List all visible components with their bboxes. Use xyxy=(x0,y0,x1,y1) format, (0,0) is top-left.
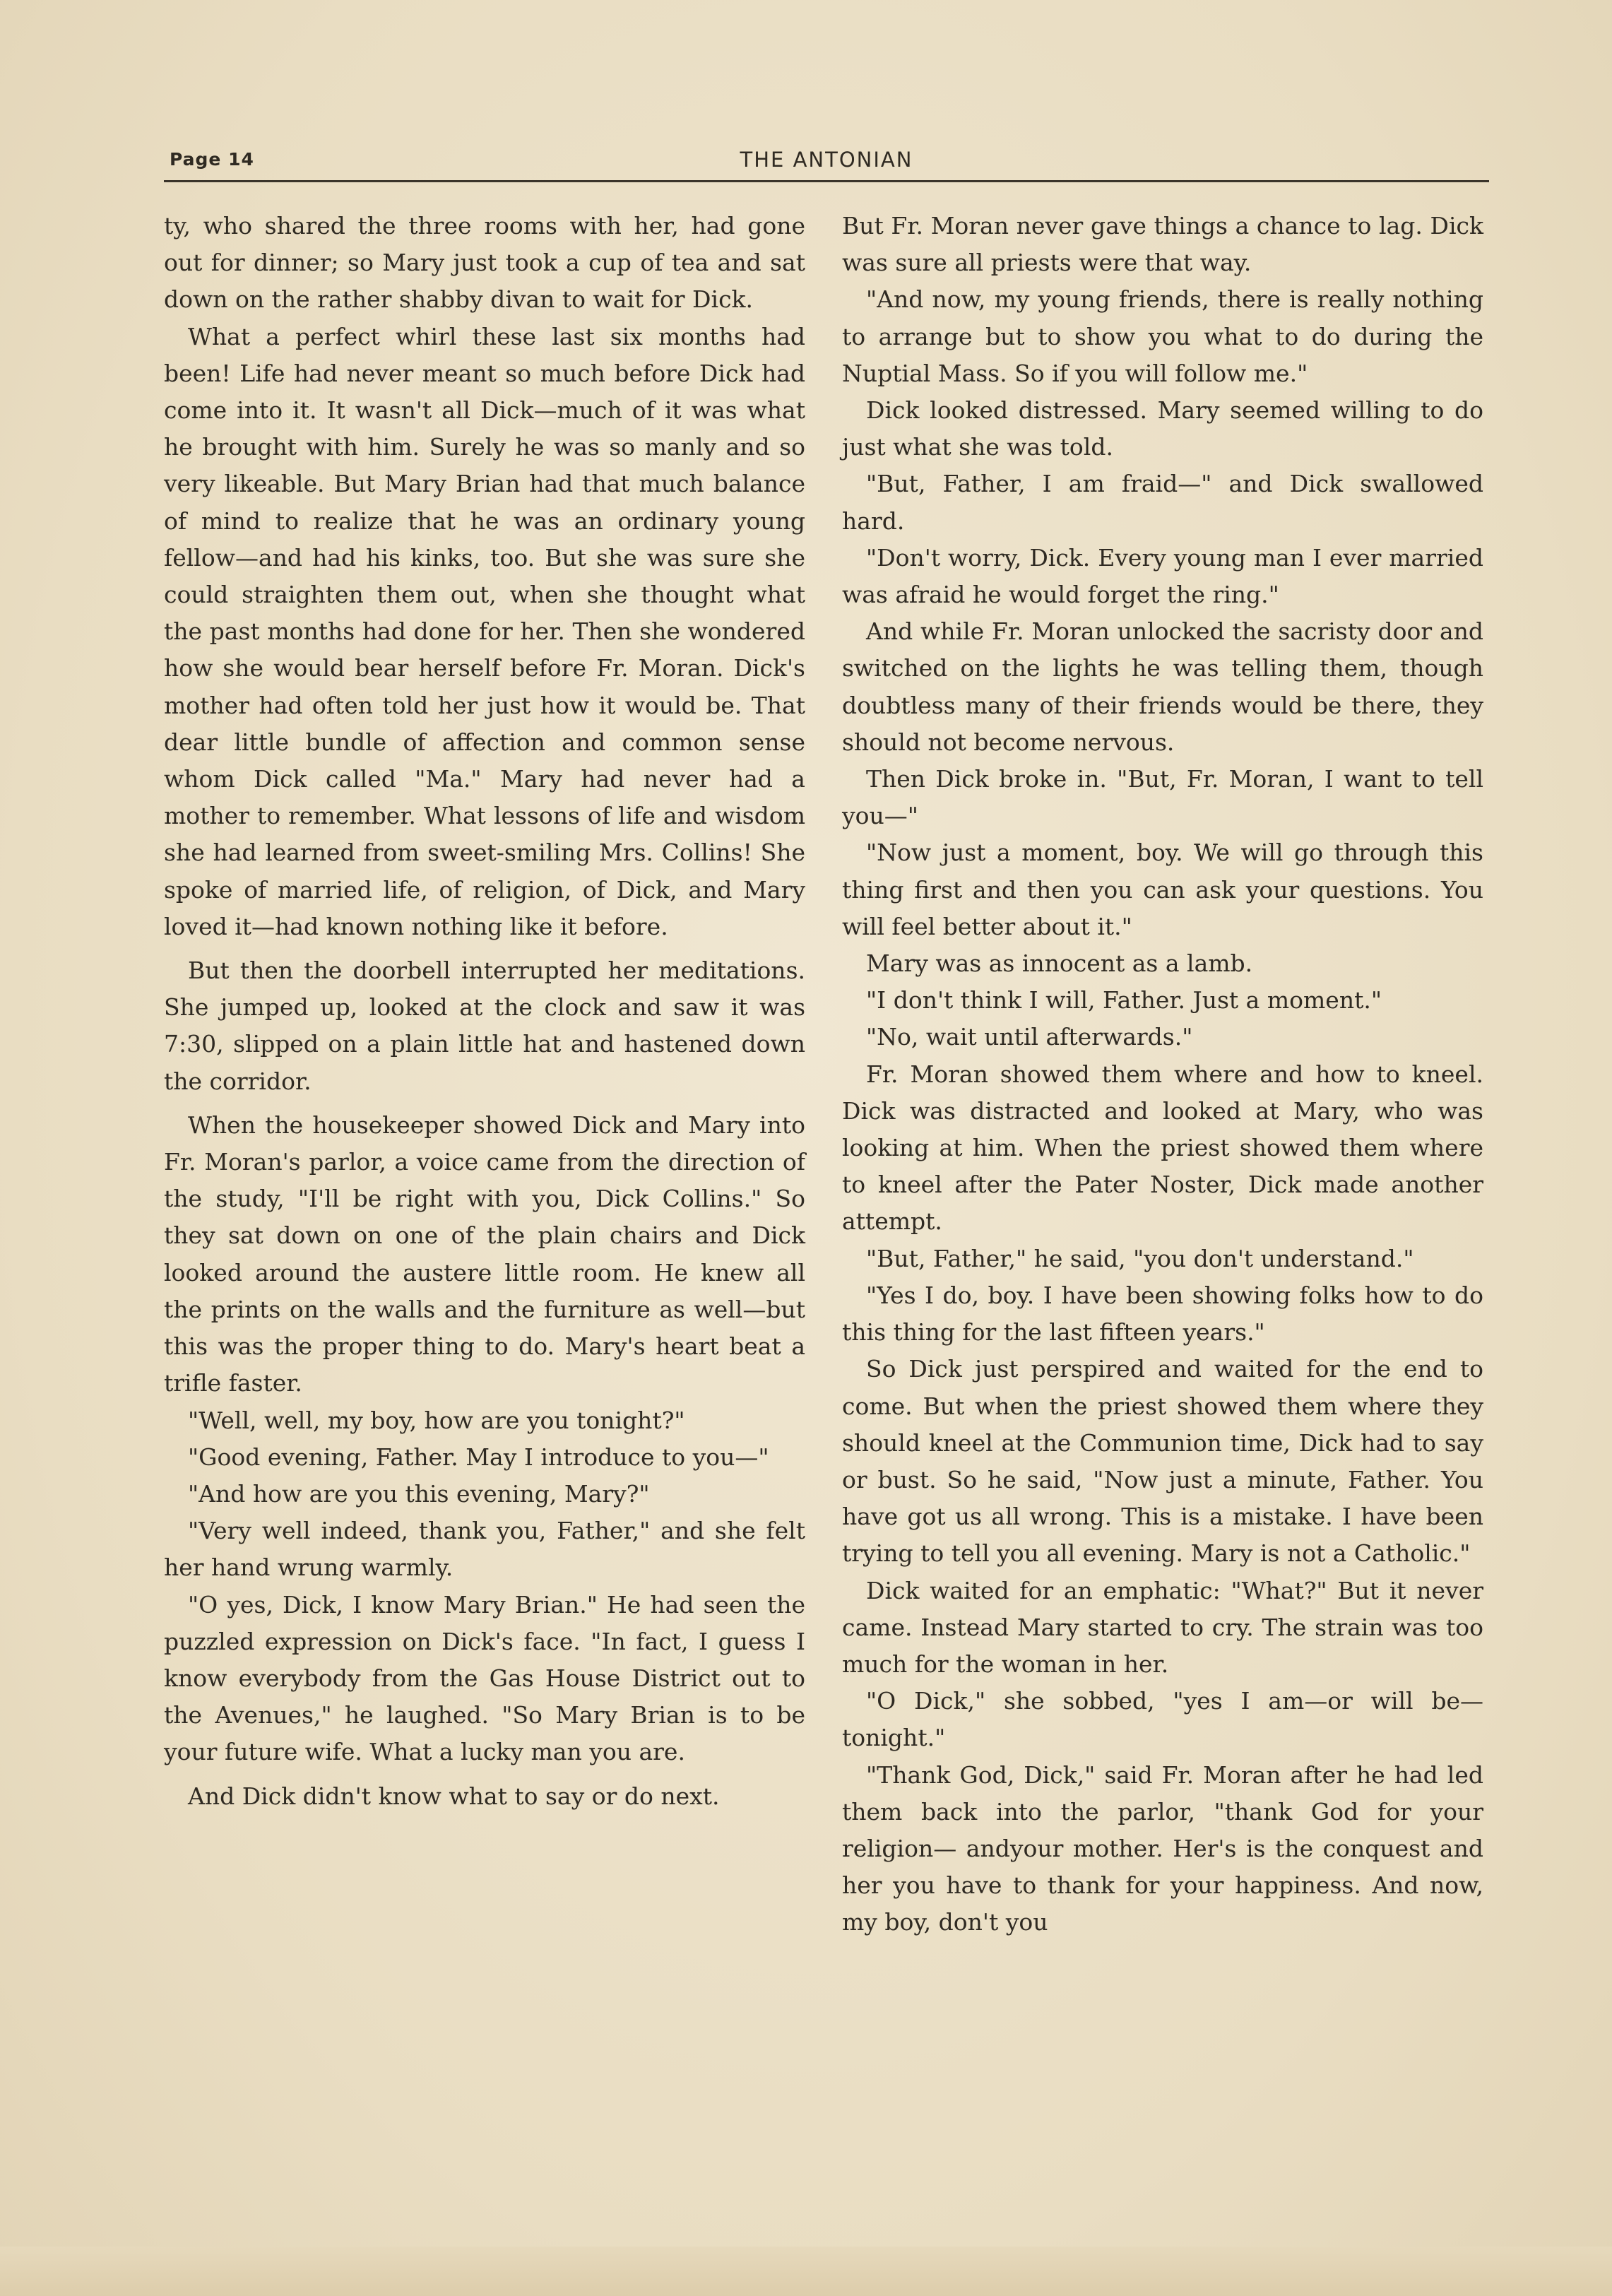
paragraph: Dick waited for an emphatic: "What?" But it never came. Instead Mary started to cry. The strain was too much for the woman in her. xyxy=(842,1576,1483,1678)
paragraph: "And now, my young friends, there is really nothing to arrange but to show you what to do during the Nuptial Mass. So if you will follow me." xyxy=(842,285,1483,387)
paragraph: Mary was as innocent as a lamb. xyxy=(866,949,1253,978)
paragraph: ty, who shared the three rooms with her, had gone out for dinner; so Mary just took a cup of tea and sat down on the rather shabby divan to wait for Dick. xyxy=(164,212,805,314)
page-bottom-edge xyxy=(0,2247,1612,2296)
paragraph: "I don't think I will, Father. Just a moment." xyxy=(866,986,1382,1014)
paragraph: "Now just a moment, boy. We will go through this thing first and then you can ask your questions. You will feel better about it." xyxy=(842,839,1483,940)
page-number: Page 14 xyxy=(170,149,254,170)
paragraph: "No, wait until afterwards." xyxy=(866,1023,1193,1051)
paragraph: So Dick just perspired and waited for the end to come. But when the priest showed them where they should kneel at the Communion time, Dick had to say or bust. So he said, "Now just a minute, Father. You have got us all wrong. This is a mistake. I have been trying to tell you all evening. Mary is not a Catholic." xyxy=(842,1355,1483,1568)
right-column xyxy=(842,208,1483,1941)
paragraph: But Fr. Moran never gave things a chance to lag. Dick was sure all priests were that way. xyxy=(842,212,1483,277)
paragraph: "Thank God, Dick," said Fr. Moran after he had led them back into the parlor, "thank God for your religion— andyour mother. Her's is the conquest and her you have to thank for your happiness. And now, my boy, don't you xyxy=(842,1761,1483,1936)
paragraph: "But, Father, I am fraid—" and Dick swallowed hard. xyxy=(842,470,1483,535)
paragraph: Then Dick broke in. "But, Fr. Moran, I want to tell you—" xyxy=(842,765,1483,830)
left-column xyxy=(164,208,805,1815)
header-rule xyxy=(164,180,1489,182)
paragraph: "And how are you this evening, Mary?" xyxy=(188,1479,650,1508)
paragraph: And Dick didn't know what to say or do next. xyxy=(188,1782,720,1810)
paragraph: "Don't worry, Dick. Every young man I ever married was afraid he would forget the ring." xyxy=(842,543,1483,609)
publication-title: THE ANTONIAN xyxy=(740,148,913,172)
paragraph: "Very well indeed, thank you, Father," and she felt her hand wrung warmly. xyxy=(164,1517,805,1582)
paragraph: "Good evening, Father. May I introduce to you—" xyxy=(188,1443,769,1471)
paragraph: "O Dick," she sobbed, "yes I am—or will be—tonight." xyxy=(842,1687,1483,1752)
paragraph: "O yes, Dick, I know Mary Brian." He had seen the puzzled expression on Dick's face. "In fact, I guess I know everybody from the Gas House District out to the Avenues," he laughed. "So Mary Brian is to be your future wife. What a lucky man you are. xyxy=(164,1590,805,1766)
paragraph: And while Fr. Moran unlocked the sacristy door and switched on the lights he was telling them, though doubtless many of their friends would be there, they should not become nervous. xyxy=(842,617,1483,756)
paragraph: When the housekeeper showed Dick and Mary into Fr. Moran's parlor, a voice came from the direction of the study, "I'll be right with you, Dick Collins." So they sat down on one of the plain chairs and Dick looked around the austere little room. He knew all the prints on the walls and the furniture as well—but this was the proper thing to do. Mary's heart beat a trifle faster. xyxy=(164,1111,805,1397)
paragraph: What a perfect whirl these last six months had been! Life had never meant so much before Dick had come into it. It wasn't all Dick—much of it was what he brought with him. Surely he was so manly and so very likeable. But Mary Brian had that much balance of mind to realize that he was an ordinary young fellow—and had his kinks, too. But she was sure she could straighten them out, when she thought what the past months had done for her. Then she wondered how she would bear herself before Fr. Moran. Dick's mother had often told her just how it would be. That dear little bundle of affection and common sense whom Dick called "Ma." Mary had never had a mother to remember. What lessons of life and wisdom she had learned from sweet-smiling Mrs. Collins! She spoke of married life, of religion, of Dick, and Mary loved it—had known nothing like it before. xyxy=(164,322,805,940)
page-header xyxy=(164,145,1489,176)
paragraph: "Yes I do, boy. I have been showing folks how to do this thing for the last fifteen years." xyxy=(842,1281,1483,1347)
paragraph: Dick looked distressed. Mary seemed willing to do just what she was told. xyxy=(842,396,1483,461)
paragraph: Fr. Moran showed them where and how to kneel. Dick was distracted and looked at Mary, who was looking at him. When the priest showed them where to kneel after the Pater Noster, Dick made another attempt. xyxy=(842,1060,1483,1236)
paragraph: "But, Father," he said, "you don't understand." xyxy=(866,1244,1414,1272)
paragraph: "Well, well, my boy, how are you tonight?" xyxy=(188,1406,685,1434)
paragraph: But then the doorbell interrupted her meditations. She jumped up, looked at the clock and saw it was 7:30, slipped on a plain little hat and hastened down the corridor. xyxy=(164,957,805,1095)
